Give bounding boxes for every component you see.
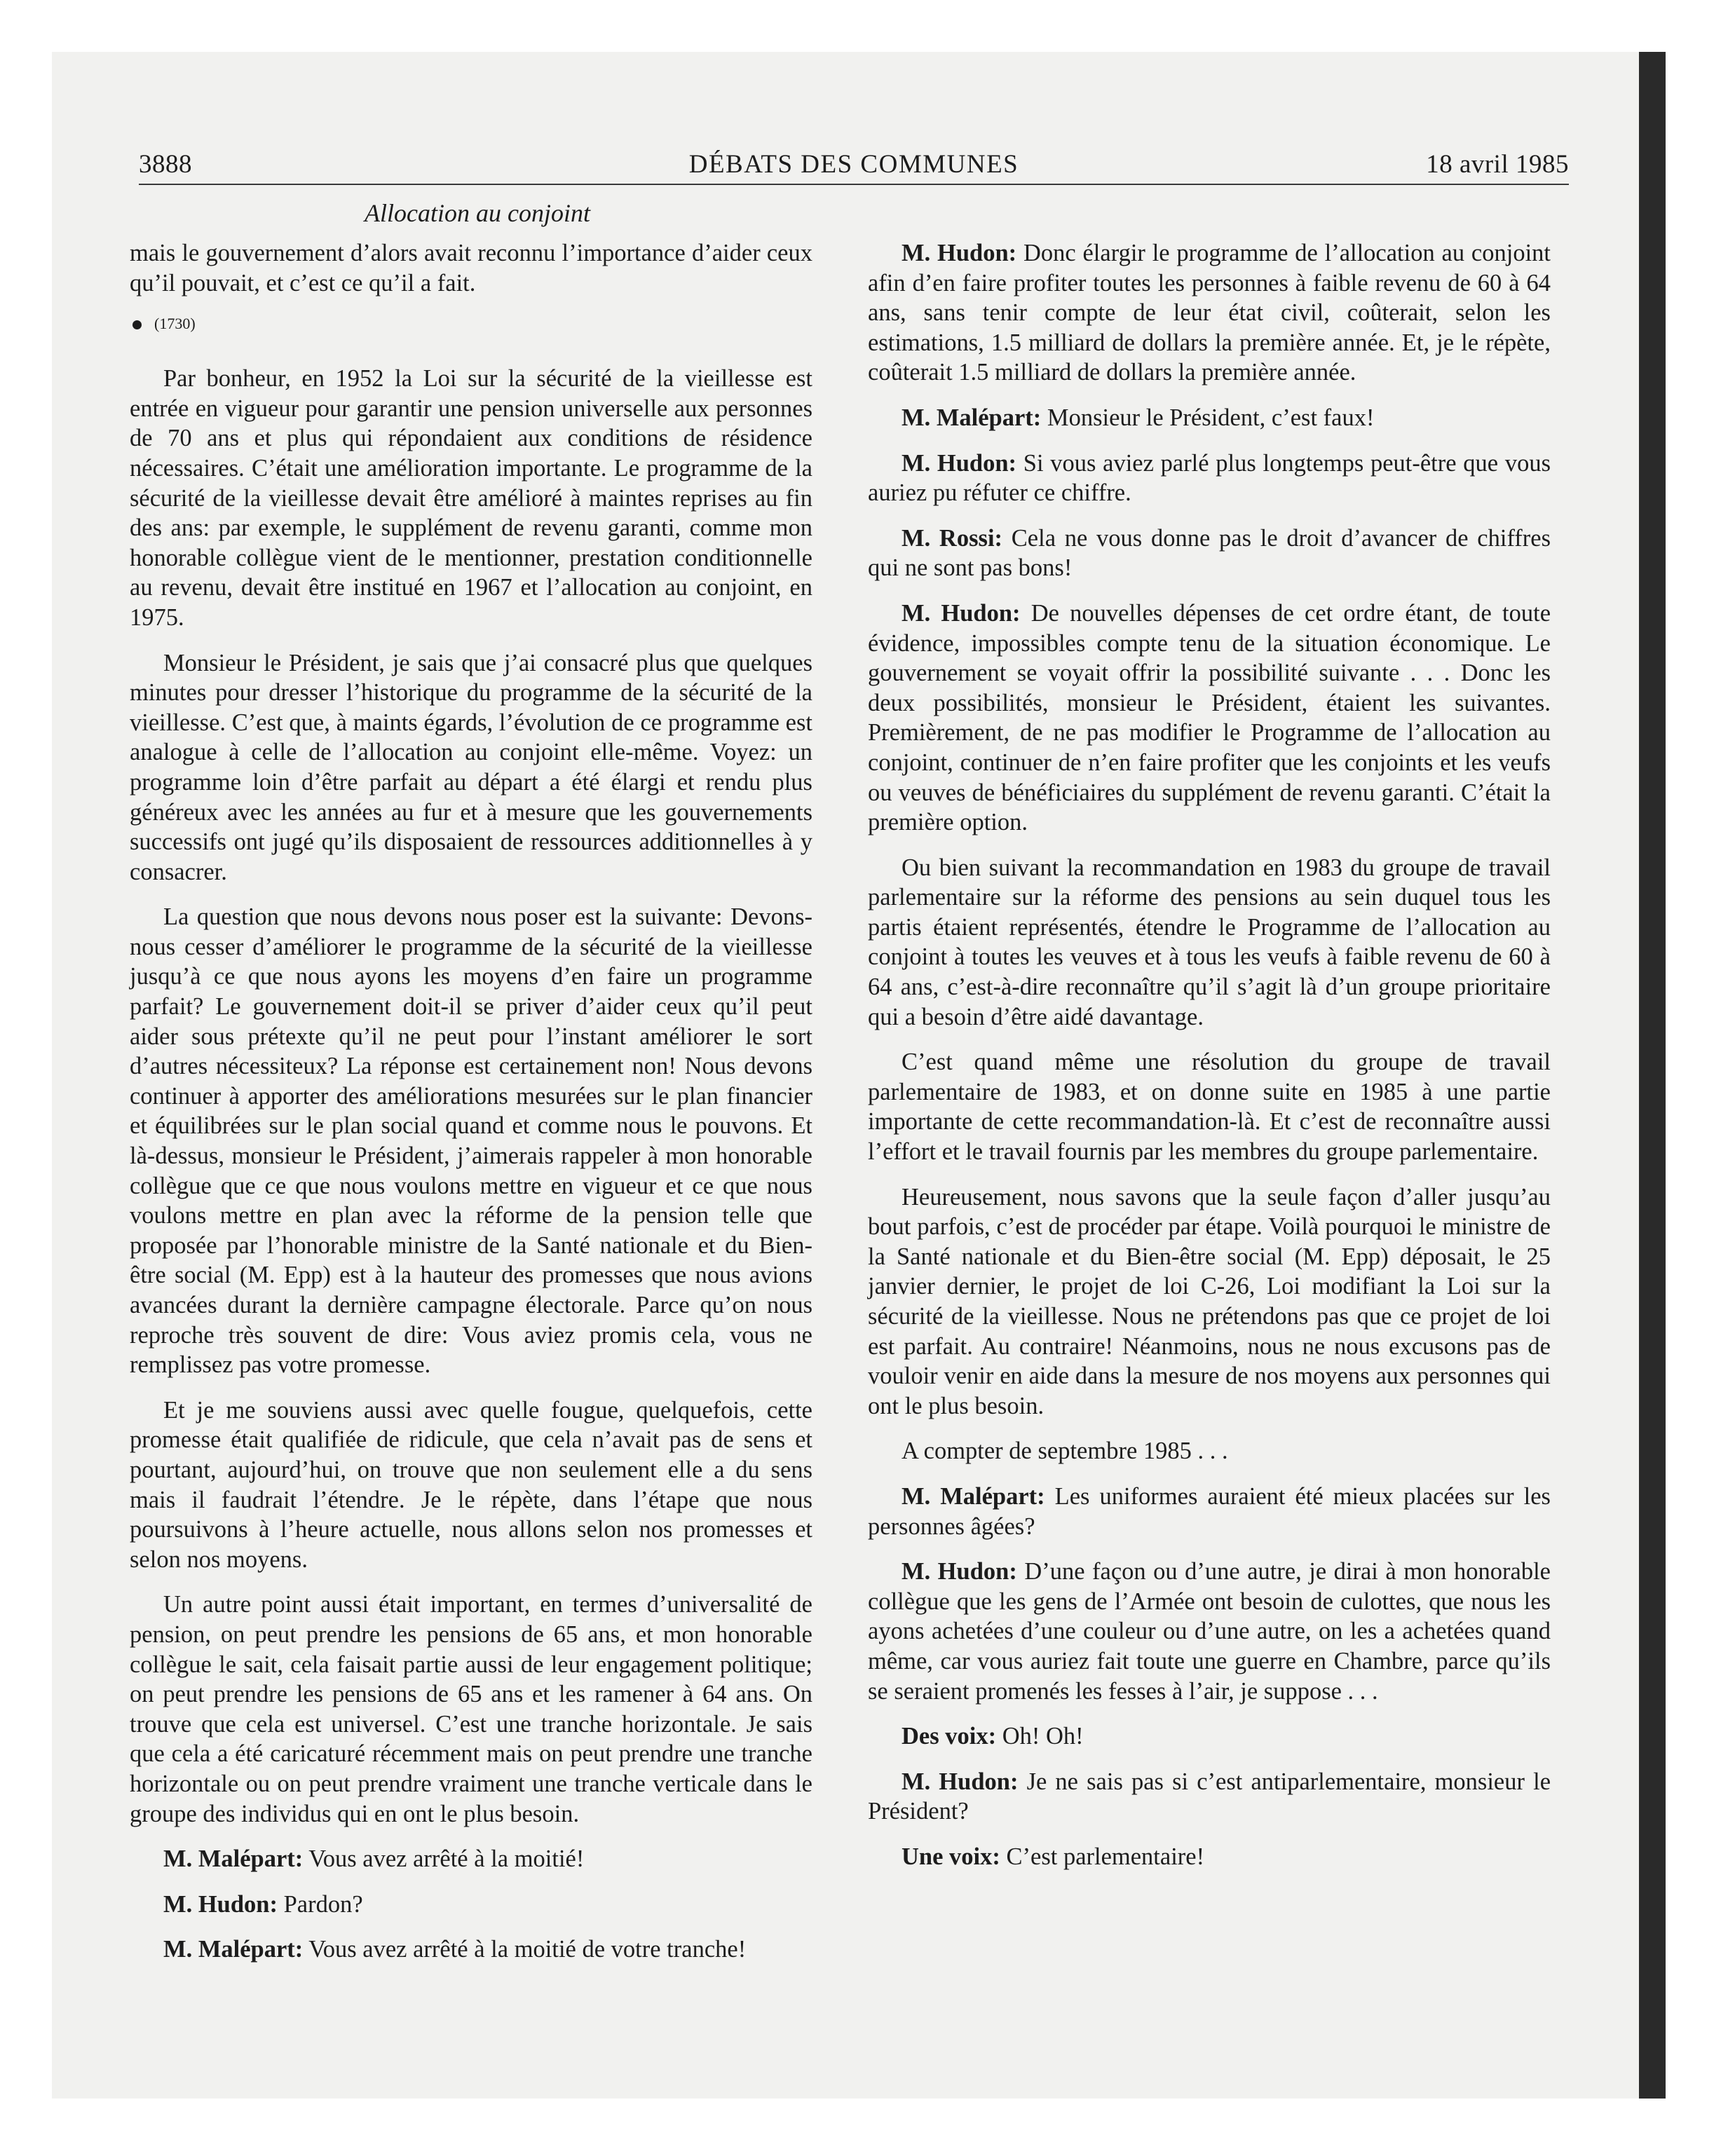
speech-paragraph <box>868 1767 1551 1827</box>
paragraph-text: Vous avez arrêté à la moitié! <box>308 1845 585 1873</box>
time-marker <box>130 313 812 334</box>
paragraph-text: Je ne sais pas si c’est antiparlementaire, monsieur le Président? <box>868 1768 1551 1825</box>
speech-paragraph <box>868 599 1551 838</box>
speaker-name: M. Malépart: <box>163 1845 304 1873</box>
speaker-name: M. Hudon: <box>901 1768 1019 1795</box>
speech-paragraph <box>868 1482 1551 1541</box>
paragraph <box>130 238 812 298</box>
paragraph <box>868 1182 1551 1421</box>
speaker-name: M. Hudon: <box>901 599 1021 627</box>
right-column <box>868 238 1551 1888</box>
paragraph <box>868 1436 1551 1466</box>
speaker-name: M. Malépart: <box>901 1482 1045 1510</box>
paragraph-text: Si vous aviez parlé plus longtemps peut-être que vous auriez pu réfuter ce chiffre. <box>868 449 1551 507</box>
subject-heading: Allocation au conjoint <box>365 199 590 227</box>
paragraph <box>868 1047 1551 1166</box>
header-date: 18 avril 1985 <box>1426 150 1569 179</box>
scan-edge-shadow <box>1639 52 1666 2099</box>
paragraph-text: Et je me souviens aussi avec quelle fougue, quelquefois, cette promesse était qualifiée de ridicule, que cela n’avait pas de sens et pourtant, aujourd’hui, on trouve que non seulement elle a du sens mais il faudrait l’étendre. Je le répète, dans l’étape que nous poursuivons à l’heure actuelle, nous allons selon nos promesses et selon nos moyens. <box>130 1396 812 1573</box>
speech-paragraph <box>868 403 1551 433</box>
page-header <box>139 147 1569 182</box>
speech-paragraph <box>868 1842 1551 1872</box>
speech-paragraph <box>868 524 1551 583</box>
paragraph-text: A compter de septembre 1985 . . . <box>901 1438 1228 1465</box>
speaker-name: M. Hudon: <box>901 1558 1017 1585</box>
paragraph <box>130 1396 812 1575</box>
paragraph-text: Monsieur le Président, c’est faux! <box>1047 404 1375 431</box>
speaker-name: Une voix: <box>901 1843 1000 1870</box>
paragraph-text: Monsieur le Président, je sais que j’ai consacré plus que quelques minutes pour dresser l’historique du programme de la sécurité de la vieillesse. C’est que, à maints égards, l’évolution de ce programme est analogue à celle de l’allocation au conjoint elle-même. Voyez: un programme loin d’être parfait au départ a été élargi et rendu plus généreux avec les années au fur et à mesure que les gouvernements successifs ont jugé qu’ils disposaient de ressources additionnelles à y consacrer. <box>130 649 812 885</box>
speech-paragraph <box>868 238 1551 388</box>
paragraph-text: D’une façon ou d’une autre, je dirai à mon honorable collègue que les gens de l’Armée ont besoin de culottes, que nous les ayons achetées d’une couleur ou d’une autre, on les a achetées quand même, car vous auriez fait toute une guerre en Chambre, parce qu’ils se seraient promenés les fesses à l’air, je suppose . . . <box>868 1558 1551 1705</box>
paragraph-text: Donc élargir le programme de l’allocation au conjoint afin d’en faire profiter toutes les personnes à faible revenu de 60 à 64 ans, sans tenir compte de leur état civil, coûterait, selon les estimations, 1.5 milliard de dollars la première année. Et, je le répète, coûterait 1.5 milliard de dollars la première année. <box>868 240 1551 386</box>
speech-paragraph <box>868 1721 1551 1752</box>
paragraph-text: Vous avez arrêté à la moitié de votre tranche! <box>308 1936 747 1963</box>
bullet-icon <box>132 320 142 329</box>
paragraph <box>130 364 812 632</box>
header-rule <box>139 184 1569 185</box>
paragraph <box>868 853 1551 1032</box>
paragraph-text: Heureusement, nous savons que la seule façon d’aller jusqu’au bout parfois, c’est de procéder par étape. Voilà pourquoi le ministre de la Santé nationale et du Bien-être social (M. Epp) déposait, le 25 janvier dernier, le projet de loi C-26, Loi modifiant la Loi sur la sécurité de la vieillesse. Nous ne prétendons pas que ce projet de loi est parfait. Au contraire! Néanmoins, nous ne nous excusons pas de vouloir venir en aide dans la mesure de nos moyens aux personnes qui ont le plus besoin. <box>868 1183 1551 1419</box>
journal-title: DÉBATS DES COMMUNES <box>688 150 1019 179</box>
paragraph-text: Pardon? <box>283 1890 363 1918</box>
paragraph-text: Par bonheur, en 1952 la Loi sur la sécurité de la vieillesse est entrée en vigueur pour garantir une pension universelle aux personnes de 70 ans et plus qui répondaient aux conditions de résidence nécessaires. C’était une amélioration importante. Le programme de la sécurité de la vieillesse devait être amélioré à maintes reprises au fin des ans: par exemple, le supplément de revenu garanti, comme mon honorable collègue vient de le mentionner, prestation conditionnelle au revenu, devait être institué en 1967 et l’allocation au conjoint, en 1975. <box>130 365 812 631</box>
speaker-name: M. Hudon: <box>901 449 1017 477</box>
speech-paragraph <box>130 1844 812 1874</box>
paragraph-text: Ou bien suivant la recommandation en 1983 du groupe de travail parlementaire sur la réforme des pensions au sein duquel tous les partis étaient représentés, étendre le Programme de l’allocation au conjoint à toutes les veuves et à tous les veufs à faible revenu de 60 à 64 ans, c’est-à-dire reconnaître qu’il s’agit là d’un groupe prioritaire qui a besoin d’être aidé davantage. <box>868 854 1551 1030</box>
paragraph-text: Un autre point aussi était important, en termes d’universalité de pension, on peut prendre les pensions de 65 ans, et mon honorable collègue le sait, cela faisait partie aussi de leur engagement politique; on peut prendre les pensions de 65 ans et les ramener à 64 ans. On trouve que cela est universel. C’est une tranche horizontale. Je sais que cela a été caricaturé récemment mais on peut prendre une tranche horizontale ou on peut prendre vraiment une tranche verticale dans le groupe des individus qui en ont le plus besoin. <box>130 1591 812 1827</box>
speech-paragraph <box>868 449 1551 508</box>
speaker-name: Des voix: <box>901 1723 997 1750</box>
speaker-name: M. Hudon: <box>163 1890 278 1918</box>
speech-paragraph <box>130 1890 812 1920</box>
speaker-name: M. Malépart: <box>901 404 1042 431</box>
paragraph-text: C’est quand même une résolution du groupe de travail parlementaire de 1983, et on donne suite en 1985 à une partie importante de cette recommandation-là. Et c’est de reconnaître aussi l’effort et le travail fournis par les membres du groupe parlementaire. <box>868 1049 1551 1166</box>
paragraph <box>130 1590 812 1829</box>
page-number: 3888 <box>139 150 192 179</box>
speaker-name: M. Malépart: <box>163 1936 304 1963</box>
paragraph-text: Cela ne vous donne pas le droit d’avancer de chiffres qui ne sont pas bons! <box>868 524 1551 582</box>
speech-paragraph <box>130 1935 812 1965</box>
paragraph <box>130 648 812 887</box>
paragraph-text: Oh! Oh! <box>1002 1723 1084 1750</box>
paragraph <box>130 902 812 1380</box>
paragraph-text: De nouvelles dépenses de cet ordre étant, de toute évidence, impossibles compte tenu de la situation économique. Le gouvernement se voyait offrir la possibilité suivante . . . Donc les deux possibilités, monsieur le Président, étaient les suivantes. Premièrement, de ne pas modifier le Programme de l’allocation au conjoint, continuer de n’en faire profiter que les conjoints et les veufs ou veuves de bénéficiaires du supplément de revenu garanti. C’était la première option. <box>868 599 1551 836</box>
left-column <box>130 238 812 1980</box>
speech-paragraph <box>868 1557 1551 1706</box>
speaker-name: M. Rossi: <box>901 524 1003 552</box>
paragraph-text: Les uniformes auraient été mieux placées sur les personnes âgées? <box>868 1482 1551 1540</box>
paragraph-text: mais le gouvernement d’alors avait reconnu l’importance d’aider ceux qu’il pouvait, et c’est ce qu’il a fait. <box>130 240 812 296</box>
paragraph-text: C’est parlementaire! <box>1006 1843 1205 1870</box>
paragraph-text: La question que nous devons nous poser est la suivante: Devons-nous cesser d’améliorer le programme de la sécurité de la vieillesse jusqu’à ce que nous ayons les moyens d’en faire un programme parfait? Le gouvernement doit-il se priver d’aider ceux qu’il peut aider sous prétexte qu’il ne peut pour l’instant améliorer le sort d’autres nécessiteux? La réponse est certainement non! Nous devons continuer à apporter des améliorations mesurées sur le plan financier et équilibrées sur le plan social quand et comme nous le pouvons. Et là-dessus, monsieur le Président, j’aimerais rappeler à mon honorable collègue que ce que nous voulons mettre en vigueur et ce que nous voulons mettre en plan avec la réforme de la pension telle que proposée par l’honorable ministre de la Santé nationale et du Bien-être social (M. Epp) est à la hauteur des promesses que nous avions avancées durant la dernière campagne électorale. Parce qu’on nous reproche très souvent de dire: Vous aviez promis cela, vous ne remplissez pas votre promesse. <box>130 903 812 1379</box>
time-marker-text: (1730) <box>154 315 196 333</box>
speaker-name: M. Hudon: <box>901 240 1017 266</box>
